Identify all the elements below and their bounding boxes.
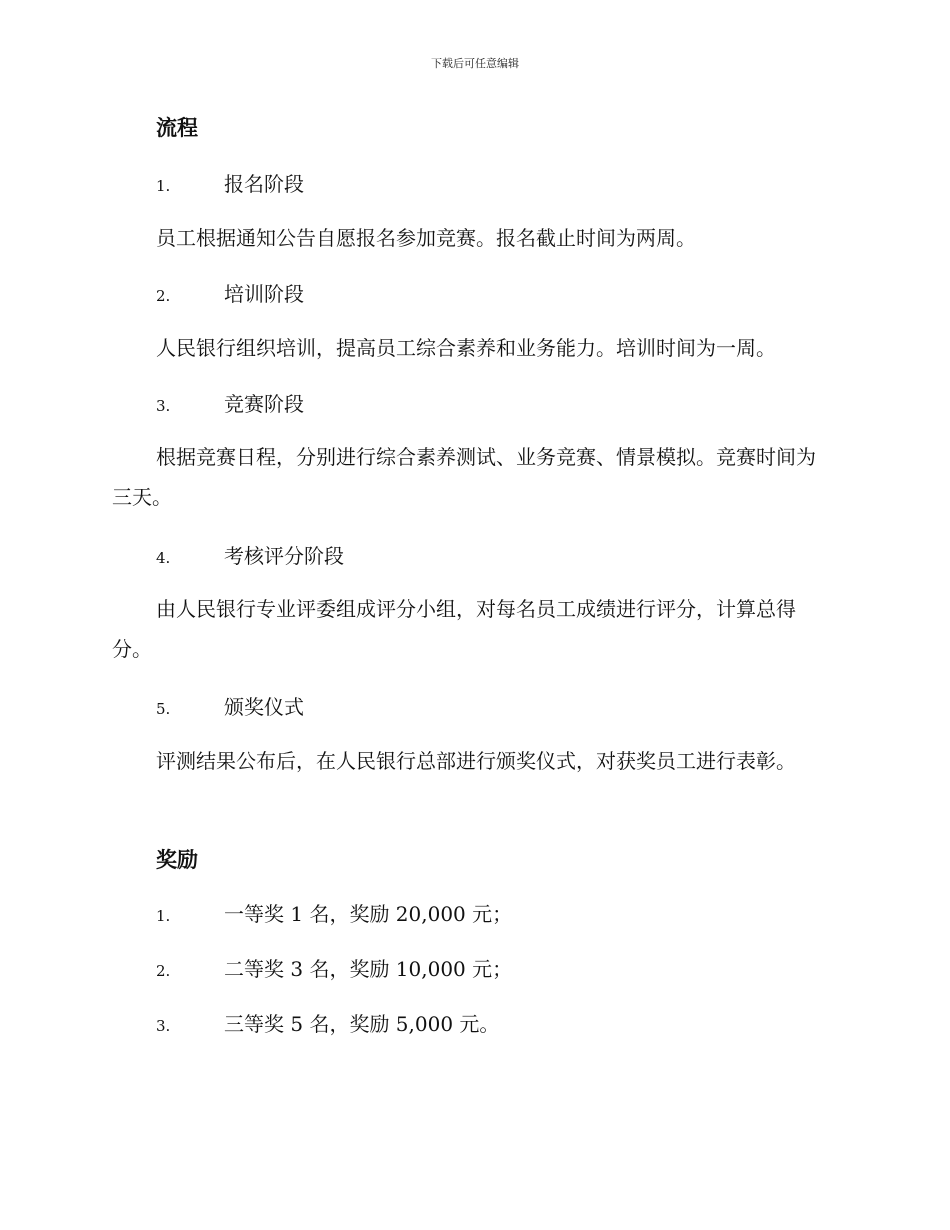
step-description-2: 人民银行组织培训，提高员工综合素养和业务能力。培训时间为一周。 (156, 336, 776, 360)
section-title-process: 流程 (156, 115, 198, 140)
process-step-5 (156, 691, 304, 720)
step-label: 颁奖仪式 (224, 695, 304, 719)
step-description-5: 评测结果公布后，在人民银行总部进行颁奖仪式，对获奖员工进行表彰。 (156, 749, 796, 773)
step-label: 培训阶段 (224, 282, 304, 306)
reward-item-2 (156, 953, 512, 982)
reward-text: 一等奖 1 名，奖励 20,000 元； (224, 902, 513, 926)
step-label: 竞赛阶段 (224, 392, 304, 416)
process-step-1 (156, 168, 304, 197)
process-step-3 (156, 388, 304, 417)
page-header: 下载后可任意编辑 (431, 57, 519, 70)
reward-number: 1. (156, 907, 171, 925)
step-label: 考核评分阶段 (224, 544, 344, 568)
process-step-4 (156, 540, 344, 569)
step-number: 5. (156, 700, 171, 718)
reward-number: 2. (156, 962, 171, 980)
reward-text: 三等奖 5 名，奖励 5,000 元。 (224, 1012, 500, 1036)
step-description-3: 根据竞赛日程，分别进行综合素养测试、业务竞赛、情景模拟。竞赛时间为三天。 (112, 445, 816, 509)
reward-item-1 (156, 898, 512, 927)
process-step-2 (156, 278, 304, 307)
reward-text: 二等奖 3 名，奖励 10,000 元； (224, 957, 513, 981)
section-title-rewards: 奖励 (156, 847, 198, 872)
step-description-1: 员工根据通知公告自愿报名参加竞赛。报名截止时间为两周。 (156, 226, 696, 250)
step-number: 1. (156, 177, 171, 195)
reward-number: 3. (156, 1017, 171, 1035)
step-number: 2. (156, 287, 171, 305)
reward-item-3 (156, 1008, 499, 1037)
step-label: 报名阶段 (224, 172, 304, 196)
step-number: 3. (156, 397, 171, 415)
step-description-4: 由人民银行专业评委组成评分小组，对每名员工成绩进行评分，计算总得分。 (112, 597, 796, 661)
step-number: 4. (156, 549, 171, 567)
